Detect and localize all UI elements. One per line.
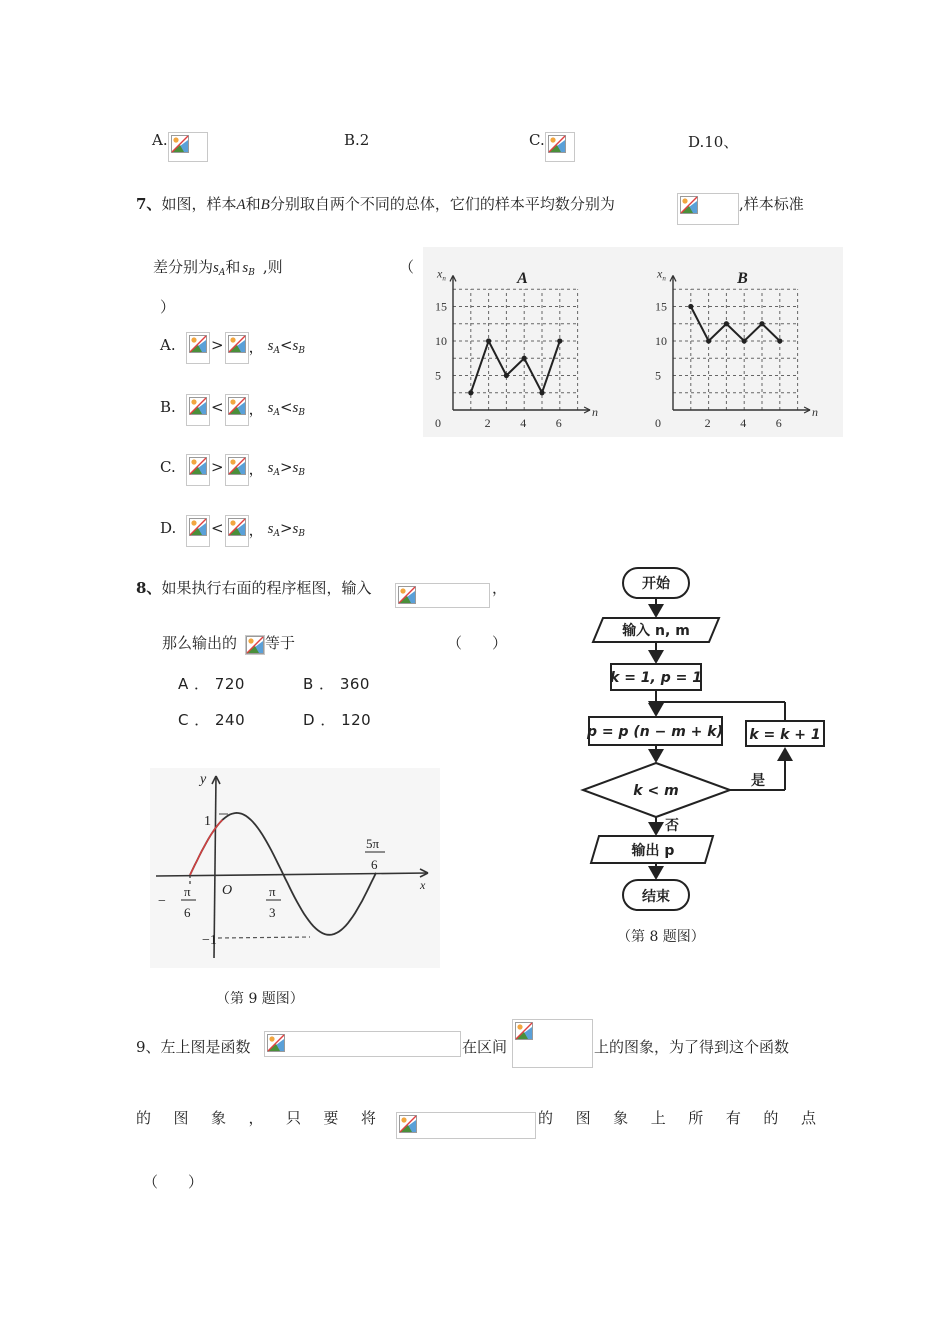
- q9-graph: [150, 768, 440, 968]
- broken-image-icon: [189, 518, 207, 536]
- q8-comma: ，: [492, 579, 508, 597]
- formula-image: [545, 132, 575, 162]
- q9-char: 上: [650, 1109, 666, 1127]
- data-point: [688, 304, 693, 309]
- tick-neg-sign: −: [158, 894, 166, 909]
- y-tick-label: 15: [655, 299, 667, 314]
- q9-char: 的: [763, 1109, 779, 1127]
- flow-start-label: 开始: [642, 576, 670, 592]
- origin-label: O: [222, 883, 233, 898]
- data-point: [706, 338, 711, 343]
- q8-line2b: 等于: [265, 634, 296, 652]
- flow-increment-label: k = k + 1: [749, 727, 821, 743]
- option-label: C.: [160, 458, 176, 476]
- x-tick-label: 6: [775, 416, 782, 430]
- data-point: [742, 338, 747, 343]
- data-point: [557, 338, 562, 343]
- tick-one: 1: [204, 814, 211, 829]
- broken-image-icon: [246, 636, 264, 654]
- sd-b: $s_B$: [292, 460, 305, 478]
- q7-line2: 差分别为$s_A$和 $s_B$ ,则: [153, 258, 283, 278]
- flow-no-label: 否: [665, 818, 679, 834]
- broken-image-icon: [267, 1034, 285, 1052]
- q9-stem-2: 在区间: [462, 1038, 508, 1056]
- sd-relation-sign: <: [279, 398, 293, 416]
- q8-flowchart: [575, 560, 840, 920]
- q9-char: 所: [688, 1109, 704, 1127]
- broken-image-icon: [171, 135, 189, 153]
- y-tick-label: 10: [655, 334, 667, 348]
- data-point: [539, 390, 544, 395]
- q9-char: 象: [210, 1109, 226, 1127]
- sd-b: $s_B$: [292, 338, 305, 356]
- q8-option-c: C ． 240: [178, 711, 246, 729]
- q8-line2: 那么输出的: [162, 634, 238, 652]
- q9-stem: 9、左上图是函数: [136, 1038, 251, 1056]
- y-tick-label: 5: [435, 368, 441, 383]
- sd-a: $s_A$: [267, 521, 280, 539]
- chart-title: A: [517, 269, 528, 287]
- comma: ，: [248, 521, 264, 539]
- q7-option-c: [160, 458, 305, 486]
- option-label: B.: [160, 398, 176, 416]
- y-tick-label: 15: [435, 299, 447, 314]
- q9-char: 的: [136, 1109, 152, 1127]
- formula-image: [396, 1112, 536, 1139]
- data-point: [724, 321, 729, 326]
- q7-paren-close: ）: [160, 298, 176, 316]
- q6-option-d: D.10、: [688, 133, 739, 151]
- broken-image-icon: [680, 196, 698, 214]
- relation-sign: >: [211, 336, 224, 354]
- flow-init-label: k = 1, p = 1: [610, 670, 702, 686]
- q8-paren: （ ）: [447, 634, 508, 652]
- tick-six-a: 6: [184, 905, 191, 920]
- q9-char: 要: [323, 1109, 339, 1127]
- broken-image-icon: [548, 135, 566, 153]
- tick-six-b: 6: [371, 857, 378, 872]
- broken-image-icon: [228, 518, 246, 536]
- relation-sign: >: [211, 458, 224, 476]
- q9-char: 图: [173, 1109, 189, 1127]
- sd-b: $s_B$: [292, 521, 305, 539]
- formula-image: [225, 332, 249, 364]
- formula-image: [225, 454, 249, 486]
- q7-option-a: [160, 336, 305, 364]
- x-tick-label: 0: [435, 416, 441, 430]
- q8-stem: 8、如果执行右面的程序框图，输入: [136, 579, 372, 597]
- x-tick-label: 0: [655, 416, 661, 430]
- x-tick-label: 2: [704, 416, 711, 430]
- option-label: D.: [160, 519, 177, 537]
- q7-paren-open: （: [399, 258, 415, 276]
- x-tick-label: 6: [555, 416, 562, 430]
- data-point: [522, 356, 527, 361]
- comma: ，: [248, 400, 264, 418]
- tick-neg-one: −1: [202, 933, 217, 948]
- x-label: x: [420, 878, 426, 892]
- broken-image-icon: [228, 335, 246, 353]
- relation-sign: <: [211, 519, 224, 537]
- q9-char: 的: [538, 1109, 554, 1127]
- q9-char: 有: [725, 1109, 741, 1127]
- q6-option-c: C.: [529, 131, 545, 149]
- data-point: [777, 338, 782, 343]
- data-point: [468, 390, 473, 395]
- sd-relation-sign: >: [279, 458, 293, 476]
- broken-image-icon: [228, 457, 246, 475]
- q9-char: 象: [613, 1109, 629, 1127]
- q7-option-b: [160, 398, 305, 426]
- sd-a: $s_A$: [267, 338, 280, 356]
- data-point: [759, 321, 764, 326]
- q7-stem-end: ,样本标准: [739, 195, 804, 213]
- tick-five-pi: 5π: [366, 836, 380, 851]
- comma: ，: [248, 460, 264, 478]
- broken-image-icon: [515, 1022, 533, 1040]
- broken-image-icon: [399, 1115, 417, 1133]
- broken-image-icon: [189, 397, 207, 415]
- flow-end-label: 结束: [642, 889, 670, 905]
- formula-image: [186, 454, 210, 486]
- y-tick-label: 5: [655, 368, 661, 383]
- y-tick-label: 10: [435, 334, 447, 348]
- formula-image: [245, 635, 265, 655]
- data-point: [486, 338, 491, 343]
- q9-char: 图: [575, 1109, 591, 1127]
- formula-image: [225, 515, 249, 547]
- formula-image: [186, 332, 210, 364]
- sd-b: $s_B$: [292, 400, 305, 418]
- q9-char: 点: [800, 1109, 816, 1127]
- q9-caption: （第 9 题图）: [216, 991, 304, 1007]
- formula-image: [512, 1019, 593, 1068]
- q9-line2-a: [136, 1107, 376, 1128]
- q7-stem: 7、如图，样本A和B分别取自两个不同的总体，它们的样本平均数分别为: [136, 195, 615, 213]
- q9-char: ，: [248, 1109, 264, 1127]
- q8-option-a: A ． 720: [178, 675, 245, 693]
- sd-relation-sign: <: [279, 336, 293, 354]
- formula-image: [395, 583, 490, 608]
- x-tick-label: 2: [484, 416, 491, 430]
- sd-a: $s_A$: [267, 400, 280, 418]
- q8-option-b: B ． 360: [303, 675, 370, 693]
- flow-condition-label: k < m: [633, 783, 679, 799]
- broken-image-icon: [228, 397, 246, 415]
- flow-update-label: p = p (n − m + k): [586, 724, 724, 740]
- broken-image-icon: [398, 586, 416, 604]
- flow-output-label: 输出 p: [631, 843, 675, 859]
- x-axis-label: n: [592, 405, 599, 419]
- flow-input-label: 输入 n, m: [622, 623, 690, 639]
- sd-a: $s_A$: [267, 460, 280, 478]
- y-label: y: [200, 772, 207, 787]
- q9-line2-b: [538, 1107, 816, 1128]
- y-axis-label: $x_n$: [657, 266, 666, 283]
- q8-caption: （第 8 题图）: [617, 929, 705, 945]
- tick-pi-third: π: [269, 884, 276, 899]
- flow-yes-label: 是: [751, 773, 765, 789]
- comma: ，: [248, 338, 264, 356]
- formula-image: [168, 132, 208, 162]
- x-tick-label: 4: [520, 416, 527, 430]
- q7-charts: [423, 247, 843, 437]
- tick-neg-pi: π: [184, 884, 191, 899]
- q9-paren: （ ）: [143, 1173, 204, 1191]
- q9-char: 只: [285, 1109, 301, 1127]
- x-tick-label: 4: [740, 416, 747, 430]
- q9-char: 将: [360, 1109, 376, 1127]
- formula-image: [264, 1031, 461, 1057]
- y-axis-label: $x_n$: [437, 266, 446, 283]
- x-axis-label: n: [812, 405, 819, 419]
- relation-sign: <: [211, 398, 224, 416]
- formula-image: [225, 394, 249, 426]
- q9-stem-3: 上的图象，为了得到这个函数: [594, 1038, 790, 1056]
- q8-option-d: D ． 120: [303, 711, 372, 729]
- q6-option-b: B.2: [344, 131, 370, 149]
- formula-image: [186, 515, 210, 547]
- broken-image-icon: [189, 335, 207, 353]
- formula-image: [677, 193, 739, 225]
- chart-title: B: [737, 269, 748, 287]
- option-label: A.: [160, 336, 176, 354]
- sd-relation-sign: >: [279, 519, 293, 537]
- formula-image: [186, 394, 210, 426]
- tick-three: 3: [269, 905, 276, 920]
- q6-option-a: A.: [152, 131, 168, 149]
- data-point: [504, 373, 509, 378]
- q7-option-d: [160, 519, 305, 547]
- broken-image-icon: [189, 457, 207, 475]
